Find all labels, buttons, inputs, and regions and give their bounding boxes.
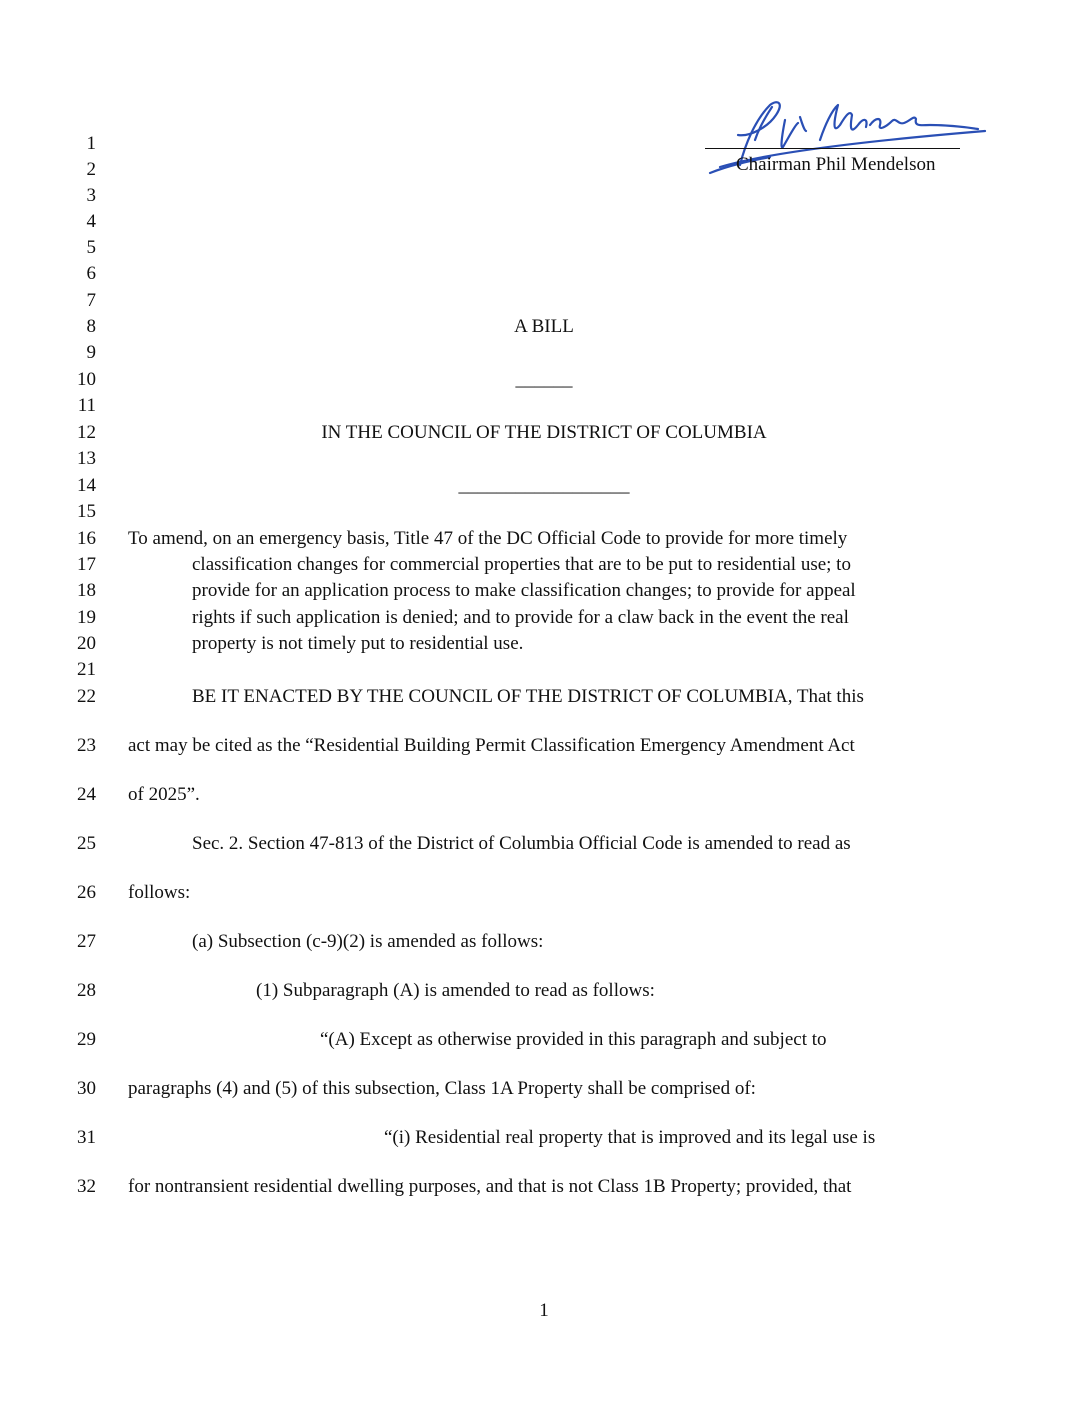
council-heading: IN THE COUNCIL OF THE DISTRICT OF COLUMBIA: [321, 422, 767, 443]
line-number: 25: [77, 833, 96, 854]
body-line: paragraphs (4) and (5) of this subsection, Class 1A Property shall be comprised of:: [128, 1078, 756, 1099]
line-number: 4: [86, 211, 96, 232]
line-number: 2: [86, 159, 96, 180]
title-line: property is not timely put to residential use.: [192, 633, 524, 654]
line-number: 23: [77, 735, 96, 756]
body-line: (1) Subparagraph (A) is amended to read as follows:: [256, 980, 655, 1001]
body-line: follows:: [128, 882, 191, 903]
title-line: provide for an application process to make classification changes; to provide for appeal: [192, 580, 856, 601]
line-number: 32: [77, 1176, 96, 1197]
line-number: 19: [77, 607, 96, 628]
line-number: 22: [77, 686, 96, 707]
title-line: classification changes for commercial properties that are to be put to residential use; to: [192, 554, 851, 575]
line-number: 21: [77, 659, 96, 680]
line-number: 17: [77, 554, 96, 575]
line-number: 10: [77, 369, 96, 390]
signature-line: [705, 148, 960, 149]
line-number: 7: [86, 290, 96, 311]
bill-heading: A BILL: [514, 316, 574, 337]
line-number: 15: [77, 501, 96, 522]
line-number: 16: [77, 528, 96, 549]
line-number: 13: [77, 448, 96, 469]
body-line: of 2025”.: [128, 784, 200, 805]
body-line: “(A) Except as otherwise provided in this paragraph and subject to: [320, 1029, 827, 1050]
page-number: 1: [539, 1300, 549, 1321]
line-number: 28: [77, 980, 96, 1001]
signature-name: Chairman Phil Mendelson: [736, 154, 936, 175]
line-number: 18: [77, 580, 96, 601]
line-number: 30: [77, 1078, 96, 1099]
line-number: 27: [77, 931, 96, 952]
line-number: 24: [77, 784, 96, 805]
body-line: “(i) Residential real property that is improved and its legal use is: [384, 1127, 876, 1148]
line-number: 5: [86, 237, 96, 258]
line-number: 20: [77, 633, 96, 654]
body-line: (a) Subsection (c-9)(2) is amended as follows:: [192, 931, 544, 952]
bill-number-blank: ______: [515, 369, 573, 390]
body-line: act may be cited as the “Residential Building Permit Classification Emergency Amendment Act: [128, 735, 855, 756]
title-line: To amend, on an emergency basis, Title 47 of the DC Official Code to provide for more timely: [128, 528, 848, 549]
line-number: 3: [86, 185, 96, 206]
body-line: for nontransient residential dwelling purposes, and that is not Class 1B Property; provided, that: [128, 1176, 852, 1197]
date-blank: __________________: [458, 475, 630, 496]
line-number: 12: [77, 422, 96, 443]
line-number: 11: [77, 395, 96, 416]
body-line: Sec. 2. Section 47-813 of the District of Columbia Official Code is amended to read as: [192, 833, 851, 854]
line-number: 9: [86, 342, 96, 363]
line-number: 1: [86, 133, 96, 154]
line-number: 29: [77, 1029, 96, 1050]
title-line: rights if such application is denied; and to provide for a claw back in the event the real: [192, 607, 849, 628]
line-number: 8: [86, 316, 96, 337]
line-number: 6: [86, 263, 96, 284]
line-number: 26: [77, 882, 96, 903]
line-number: 31: [77, 1127, 96, 1148]
body-line: BE IT ENACTED BY THE COUNCIL OF THE DISTRICT OF COLUMBIA, That this: [192, 686, 864, 707]
line-number: 14: [77, 475, 96, 496]
